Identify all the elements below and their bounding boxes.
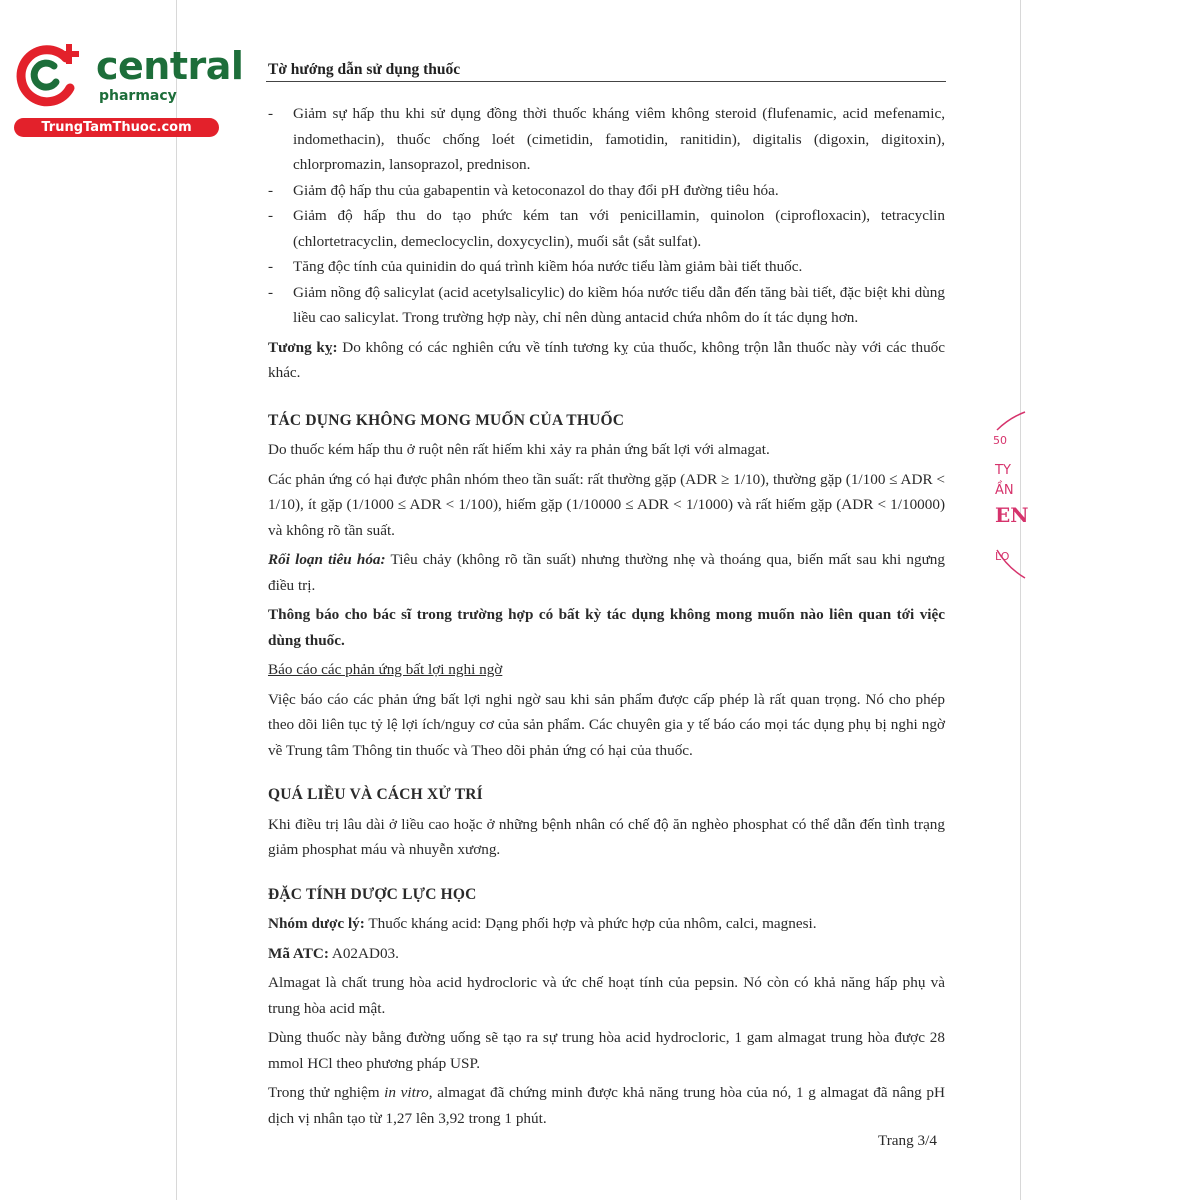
stamp-fragment-4: EN	[995, 503, 1029, 527]
compat-label: Tương kỵ:	[268, 338, 338, 356]
atc-label: Mã ATC:	[268, 944, 329, 962]
compat-text: Do không có các nghiên cứu về tính tương kỵ của thuốc, không trộn lẫn thuốc này với các thuốc khác.	[268, 338, 946, 381]
pharm-group	[268, 911, 945, 937]
central-pharmacy-logo[interactable]	[10, 38, 244, 138]
pharm-p3: Trong thử nghiệm in vitro, almagat đã chứng minh được khả năng trung hòa của nó, 1 g almagat đã nâng pH dịch vị nhân tạo từ 1,27 lên 3,92 trong 1 phút.	[268, 1084, 945, 1127]
compat-paragraph	[268, 335, 945, 386]
header-rule	[266, 81, 946, 82]
adverse-gi	[268, 547, 945, 598]
logo-sub: pharmacy	[99, 88, 177, 104]
section-heading-pharmacodynamics: ĐẶC TÍNH DƯỢC LỰC HỌC	[268, 885, 477, 903]
gi-label: Rối loạn tiêu hóa:	[268, 551, 386, 568]
adverse-frequency: Các phản ứng có hại được phân nhóm theo tần suất: rất thường gặp (ADR ≥ 1/10), thường gặp (1/100 ≤ ADR < 1/10), ít gặp (1/1000 ≤ ADR < 1/100), hiếm gặp (1/10000 ≤ ADR < 1/1000) và rất hiếm gặp (ADR < 1/10000) và không rõ tần suất.	[268, 470, 945, 539]
gi-text: Tiêu chảy (không rõ tần suất) nhưng thường nhẹ và thoáng qua, biến mất sau khi ngưng điều trị.	[268, 551, 945, 594]
logo-c-cross-icon	[10, 38, 88, 110]
report-text: Việc báo cáo các phản ứng bất lợi nghi ngờ sau khi sản phẩm được cấp phép là rất quan trọng. Nó cho phép theo dõi liên tục tỷ lệ lợi ích/nguy cơ của sản phẩm. Các chuyên gia y tế báo cáo mọi tác dụng phụ bị nghi ngờ về Trung tâm Thông tin thuốc và Theo dõi phản ứng có hại của thuốc.	[268, 690, 945, 759]
company-stamp-fragment	[985, 410, 1029, 580]
interaction-item: - Tăng độc tính của quinidin do quá trình kiềm hóa nước tiểu làm giảm bài tiết thuốc.	[268, 254, 945, 280]
stamp-fragment-2: TY	[995, 463, 1011, 478]
stamp-fragment-5: LO	[995, 550, 1010, 563]
document-body	[268, 101, 945, 1131]
interaction-item: - Giảm độ hấp thu do tạo phức kém tan với penicillamin, quinolon (ciprofloxacin), tetracyclin (chlortetracyclin, demeclocyclin, doxycyclin), muối sắt (sắt sulfat).	[268, 203, 945, 254]
logo-brand: central	[96, 44, 244, 88]
adverse-intro: Do thuốc kém hấp thu ở ruột nên rất hiếm khi xảy ra phản ứng bất lợi với almagat.	[268, 441, 770, 458]
doctor-notice: Thông báo cho bác sĩ trong trường hợp có bất kỳ tác dụng không mong muốn nào liên quan tới việc dùng thuốc.	[268, 606, 945, 649]
stamp-fragment-3: ẦN	[995, 483, 1014, 498]
atc-code	[268, 941, 945, 967]
page-edge-left	[176, 0, 177, 1200]
page-edge-right	[1020, 0, 1021, 1200]
page-number: Trang 3/4	[878, 1132, 937, 1149]
pharm-p1: Almagat là chất trung hòa acid hydrocloric và ức chế hoạt tính của pepsin. Nó còn có khả năng hấp phụ và trung hòa acid mật.	[268, 974, 945, 1017]
in-vitro: in vitro	[384, 1084, 429, 1101]
report-title: Báo cáo các phản ứng bất lợi nghi ngờ	[268, 661, 503, 678]
logo-site-url[interactable]: TrungTamThuoc.com	[14, 118, 219, 137]
pharm-p2: Dùng thuốc này bằng đường uống sẽ tạo ra sự trung hòa acid hydrocloric, 1 gam almagat trung hòa được 28 mmol HCl theo phương pháp USP.	[268, 1029, 945, 1072]
document-header-title: Tờ hướng dẫn sử dụng thuốc	[268, 61, 461, 78]
pharm-group-label: Nhóm dược lý:	[268, 915, 365, 932]
interaction-item: - Giảm độ hấp thu của gabapentin và ketoconazol do thay đổi pH đường tiêu hóa.	[268, 178, 945, 204]
section-heading-adverse: TÁC DỤNG KHÔNG MONG MUỐN CỦA THUỐC	[268, 411, 625, 429]
atc-text: A02AD03.	[328, 944, 399, 962]
interaction-item: - Giảm sự hấp thu khi sử dụng đồng thời thuốc kháng viêm không steroid (flufenamic, acid mefenamic, indomethacin), thuốc chống loét (cimetidin, famotidin, ranitidin), digitalis (digoxin, digitoxin), chlorpromazin, lansoprazol, prednison.	[268, 101, 945, 178]
overdose-text: Khi điều trị lâu dài ở liều cao hoặc ở những bệnh nhân có chế độ ăn nghèo phosphat có thể dẫn đến tình trạng giảm phosphat máu và nhuyễn xương.	[268, 815, 945, 858]
section-heading-overdose: QUÁ LIỀU VÀ CÁCH XỬ TRÍ	[268, 786, 483, 803]
pharm-group-text: Thuốc kháng acid: Dạng phối hợp và phức hợp của nhôm, calci, magnesi.	[364, 915, 817, 932]
interaction-item: - Giảm nồng độ salicylat (acid acetylsalicylic) do kiềm hóa nước tiểu dẫn đến tăng bài tiết, đặc biệt khi dùng liều cao salicylat. Trong trường hợp này, chỉ nên dùng antacid chứa nhôm do ít tác dụng hơn.	[268, 280, 945, 331]
stamp-fragment-1: 50	[993, 434, 1007, 447]
